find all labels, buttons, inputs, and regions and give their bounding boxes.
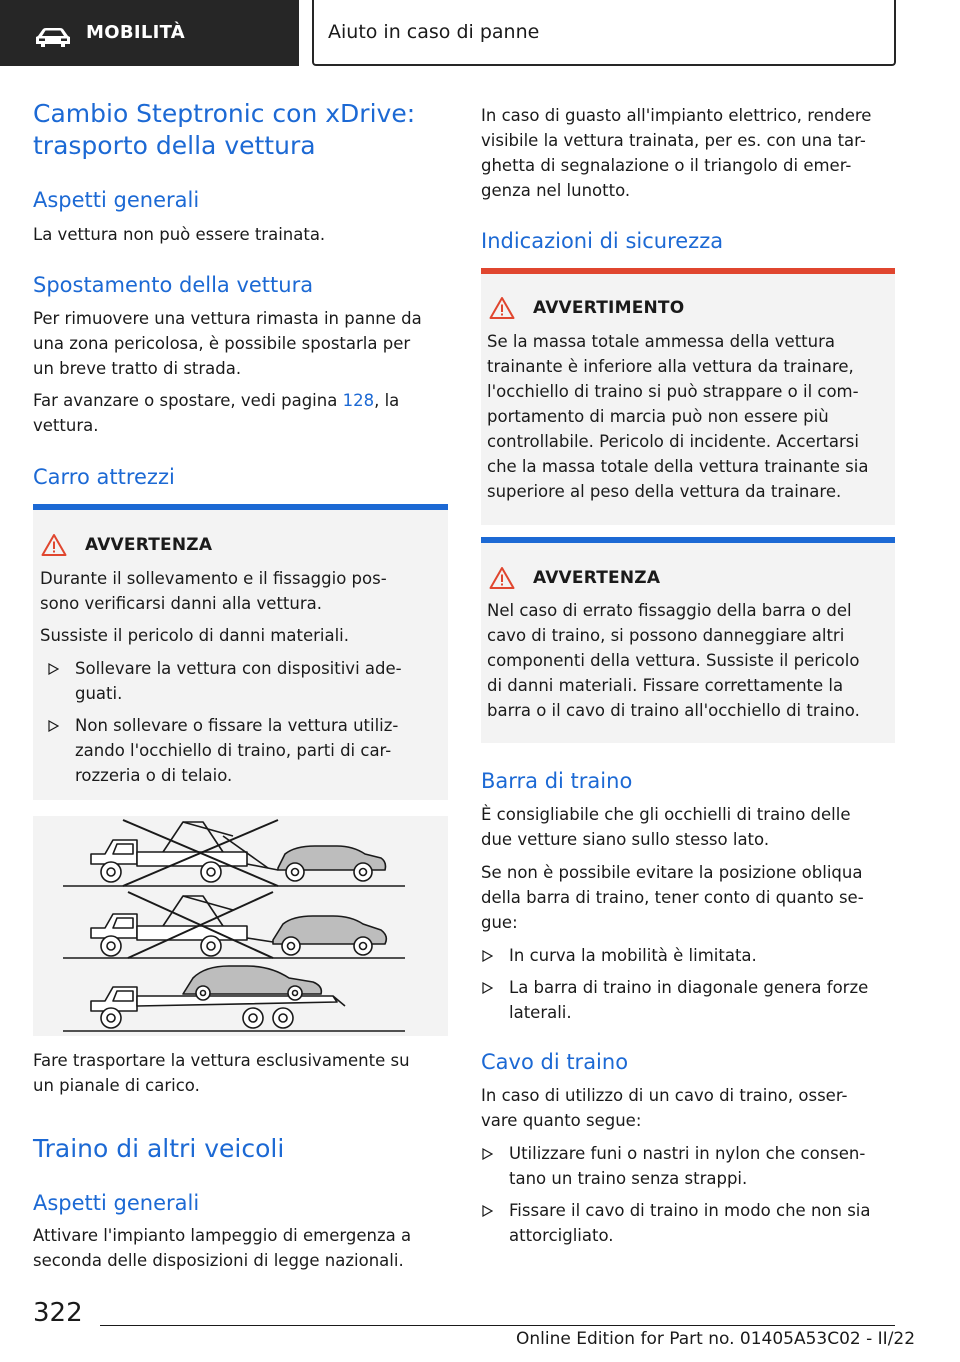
warning-text [487, 598, 860, 723]
bullet-triangle-icon [481, 982, 493, 994]
car-icon [34, 26, 72, 48]
edition-text: Online Edition for Part no. 01405A53C02 - II/22 [516, 1329, 916, 1349]
warning-header [489, 566, 660, 590]
paragraph-drive [33, 388, 399, 438]
heading-tow-bar: Barra di traino [481, 769, 633, 793]
truck-row-1 [91, 822, 386, 882]
truck-row-2 [91, 896, 386, 956]
chapter-tab [312, 0, 896, 66]
warning-header [489, 296, 684, 320]
text-line: un pianale di carico. [33, 1076, 200, 1095]
text-line: una zona pericolosa, è possibile spostarla per [33, 334, 411, 353]
paragraph-general-2 [33, 1223, 411, 1273]
warning-text [487, 329, 868, 504]
page-number: 322 [33, 1298, 83, 1328]
heading-general-2: Aspetti generali [33, 1191, 200, 1215]
text-line: Durante il sollevamento e il fissaggio pos- [40, 569, 387, 588]
paragraph-move [33, 306, 422, 381]
page-header [0, 0, 960, 66]
warning-bar [481, 268, 895, 274]
text-line: vare quanto segue: [481, 1111, 642, 1130]
paragraph-intro [481, 103, 871, 203]
text-line: Per rimuovere una vettura rimasta in panne da [33, 309, 422, 328]
warning-bar [481, 537, 895, 543]
text-line: l'occhiello di traino si può strappare o il com- [487, 382, 859, 401]
paragraph-bar-1 [481, 802, 851, 852]
text-line: Se non è possibile evitare la posizione obliqua [481, 863, 863, 882]
heading-tow-truck: Carro attrezzi [33, 465, 175, 489]
text-line: rozzeria o di telaio. [75, 766, 233, 785]
heading-steptronic [33, 98, 415, 162]
text-line: sono verificarsi danni alla vettura. [40, 594, 322, 613]
section-title: MOBILITÀ [86, 22, 186, 43]
heading-general: Aspetti generali [33, 188, 200, 212]
warning-header [41, 533, 212, 557]
text-line: Nel caso di errato fissaggio della barra o del [487, 601, 852, 620]
warning-text-2: Sussiste il pericolo di danni materiali. [40, 626, 349, 645]
text-line: due vetture siano sullo stesso lato. [481, 830, 770, 849]
text-line: Attivare l'impianto lampeggio di emergenza a [33, 1226, 412, 1245]
text-line: vettura. [33, 416, 99, 435]
tow-truck-illustration [33, 816, 448, 1036]
warning-box-avvertenza [33, 504, 448, 800]
towing-diagram [33, 816, 448, 1036]
text-line: zando l'occhiello di traino, parti di car- [75, 741, 392, 760]
text-line: cavo di traino, si possono danneggiare altri [487, 626, 845, 645]
section-tab [0, 0, 299, 66]
text-line: ghetta di segnalazione o il triangolo di emer- [481, 156, 852, 175]
warning-bar [33, 504, 448, 510]
text-line: laterali. [509, 1003, 572, 1022]
text-span: , la [374, 391, 400, 410]
heading-tow-cable: Cavo di traino [481, 1050, 629, 1074]
warning-text [40, 566, 387, 616]
text-line: È consigliabile che gli occhielli di traino delle [481, 805, 851, 824]
heading-safety: Indicazioni di sicurezza [481, 229, 724, 253]
bullet-triangle-icon [47, 720, 59, 732]
warning-triangle-icon [41, 533, 67, 557]
text-line: tano un traino senza strappi. [509, 1169, 748, 1188]
text-line: controllabile. Pericolo di incidente. Accertarsi [487, 432, 859, 451]
heading-line: Cambio Steptronic con xDrive: [33, 99, 416, 128]
text-line: In curva la mobilità è limitata. [509, 946, 757, 965]
text-line: seconda delle disposizioni di legge nazionali. [33, 1251, 404, 1270]
heading-line: trasporto della vettura [33, 131, 316, 160]
text-line: superiore al peso della vettura da trainare. [487, 482, 842, 501]
truck-row-3 [91, 966, 345, 1028]
text-line: In caso di utilizzo di un cavo di traino, osser- [481, 1086, 848, 1105]
text-line: Se la massa totale ammessa della vettura [487, 332, 835, 351]
text-line: genza nel lunotto. [481, 181, 631, 200]
warning-box-avvertenza-2 [481, 537, 895, 743]
warning-triangle-icon [489, 566, 515, 590]
text-line: Non sollevare o fissare la vettura utiliz- [75, 716, 399, 735]
text-line: Sollevare la vettura con dispositivi ade- [75, 659, 402, 678]
warning-box-avvertimento [481, 268, 895, 525]
text-line: La barra di traino in diagonale genera forze [509, 978, 869, 997]
warning-triangle-icon [489, 296, 515, 320]
warning-label: AVVERTENZA [533, 568, 661, 588]
text-line: di danni materiali. Fissare correttamente la [487, 676, 844, 695]
chapter-title: Aiuto in caso di panne [328, 21, 540, 43]
text-line: della barra di traino, tener conto di quanto se- [481, 888, 864, 907]
text-line: Utilizzare funi o nastri in nylon che consen- [509, 1144, 866, 1163]
text-line: attorcigliato. [509, 1226, 614, 1245]
text-line: Fissare il cavo di traino in modo che non sia [509, 1201, 871, 1220]
paragraph-cable [481, 1083, 848, 1133]
text-line: portamento di marcia può non essere più [487, 407, 829, 426]
warning-label: AVVERTENZA [85, 535, 213, 555]
text-line: trainante è inferiore alla vettura da trainare, [487, 357, 854, 376]
bullet-triangle-icon [481, 1148, 493, 1160]
paragraph-transport [33, 1048, 410, 1098]
page-link-128[interactable]: 128 [342, 391, 375, 410]
text-line: Fare trasportare la vettura esclusivamente su [33, 1051, 410, 1070]
bullet-triangle-icon [47, 663, 59, 675]
text-line: che la massa totale della vettura trainante sia [487, 457, 869, 476]
bullet-triangle-icon [481, 950, 493, 962]
bullet-triangle-icon [481, 1205, 493, 1217]
heading-move: Spostamento della vettura [33, 273, 314, 297]
paragraph-general: La vettura non può essere trainata. [33, 225, 326, 244]
text-line: un breve tratto di strada. [33, 359, 242, 378]
text-line: componenti della vettura. Sussiste il pericolo [487, 651, 860, 670]
text-line: In caso di guasto all'impianto elettrico, rendere [481, 106, 872, 125]
paragraph-bar-2 [481, 860, 864, 935]
text-line: visibile la vettura trainata, per es. con una tar- [481, 131, 866, 150]
text-line: gue: [481, 913, 518, 932]
warning-label: AVVERTIMENTO [533, 298, 685, 318]
heading-towing-others: Traino di altri veicoli [33, 1134, 285, 1163]
text-span: Far avanzare o spostare, vedi pagina [33, 391, 343, 410]
footer-divider [100, 1325, 895, 1326]
text-line: guati. [75, 684, 123, 703]
text-line: barra o il cavo di traino all'occhiello di traino. [487, 701, 860, 720]
